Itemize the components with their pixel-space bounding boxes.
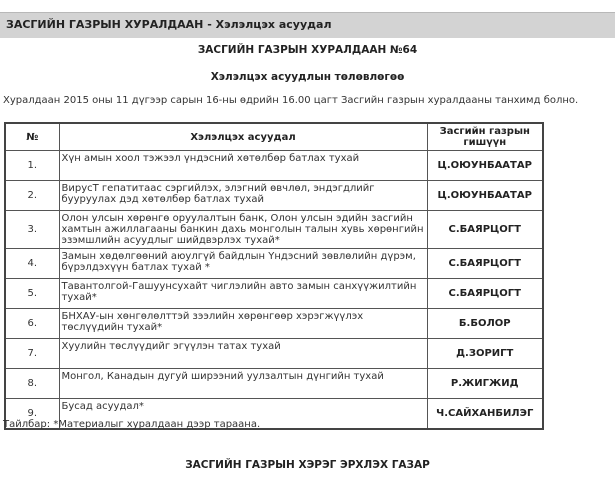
row-member: Д.ЗОРИГТ <box>427 339 543 369</box>
table-row <box>5 211 543 249</box>
header-member: Засгийн газрын гишүүн <box>427 123 543 151</box>
table-row <box>5 181 543 211</box>
table-row <box>5 369 543 399</box>
row-num: 9. <box>5 399 59 430</box>
row-question: БНХАУ-ын хөнгөлөлттэй зээлийн хөрөнгөөр хэрэгжүүлэх төслүүдийн тухай* <box>59 309 427 339</box>
row-member: Б.БОЛОР <box>427 309 543 339</box>
row-member: Ц.ОЮУНБААТАР <box>427 151 543 181</box>
row-member: Ц.ОЮУНБААТАР <box>427 181 543 211</box>
footnote: Тайлбар: *Материалыг хуралдаан дээр тараана. <box>3 419 261 430</box>
row-question: ВирусT гепатитаас сэргийлэх, элэгний өвчлөл, эндэгдлийг бууруулах дэд хөтөлбөр батлах тухай <box>59 181 427 211</box>
row-question: Олон улсын хөрөнгө оруулалтын банк, Олон улсын эдийн засгийн хамтын ажиллагааны банкин дахь монголын талын хувь хөрөнгийн эзэмшлийн асуудлыг шийдвэрлэх тухай* <box>59 211 427 249</box>
row-member: С.БАЯРЦОГТ <box>427 279 543 309</box>
header-title: ЗАСГИЙН ГАЗРЫН ХУРАЛДААН - Хэлэлцэх асуудал <box>6 18 332 31</box>
row-num: 5. <box>5 279 59 309</box>
table-header-row <box>5 123 543 151</box>
header-num: № <box>5 123 59 151</box>
row-num: 3. <box>5 211 59 249</box>
row-num: 1. <box>5 151 59 181</box>
document-title: ЗАСГИЙН ГАЗРЫН ХУРАЛДААН №64 <box>197 44 418 56</box>
table-row <box>5 309 543 339</box>
row-num: 2. <box>5 181 59 211</box>
row-question: Монгол, Канадын дугуй ширээний уулзалтын дүнгийн тухай <box>59 369 427 399</box>
row-num: 6. <box>5 309 59 339</box>
row-member: С.БАЯРЦОГТ <box>427 249 543 279</box>
document-subtitle: Хэлэлцэх асуудлын төлөвлөгөө <box>210 71 405 83</box>
row-question: Хүн амын хоол тэжээл үндэсний хөтөлбөр батлах тухай <box>59 151 427 181</box>
row-question: Тавантолгой-Гашуунсухайт чиглэлийн авто замын санхүүжилтийн тухай* <box>59 279 427 309</box>
intro-text: Хуралдаан 2015 оны 11 дүгээр сарын 16-ны өдрийн 16.00 цагт Засгийн газрын хуралдааны танхимд болно. <box>3 95 579 106</box>
row-member: Ч.САЙХАНБИЛЭГ <box>427 399 543 430</box>
row-num: 7. <box>5 339 59 369</box>
row-question: Хуулийн төслүүдийг эгүүлэн татах тухай <box>59 339 427 369</box>
row-num: 8. <box>5 369 59 399</box>
footer-title: ЗАСГИЙН ГАЗРЫН ХЭРЭГ ЭРХЛЭХ ГАЗАР <box>185 459 430 471</box>
table-row <box>5 339 543 369</box>
header-question: Хэлэлцэх асуудал <box>59 123 427 151</box>
row-num: 4. <box>5 249 59 279</box>
row-question: Замын хөдөлгөөний аюулгүй байдлын Үндэсний зөвлөлийн дүрэм, бүрэлдэхүүн батлах тухай * <box>59 249 427 279</box>
header-bar <box>0 12 615 38</box>
agenda-table <box>4 122 544 430</box>
table-row <box>5 249 543 279</box>
row-question: Бусад асуудал* <box>59 399 427 430</box>
row-member: Р.ЖИГЖИД <box>427 369 543 399</box>
table-row <box>5 151 543 181</box>
table-row <box>5 279 543 309</box>
row-member: С.БАЯРЦОГТ <box>427 211 543 249</box>
